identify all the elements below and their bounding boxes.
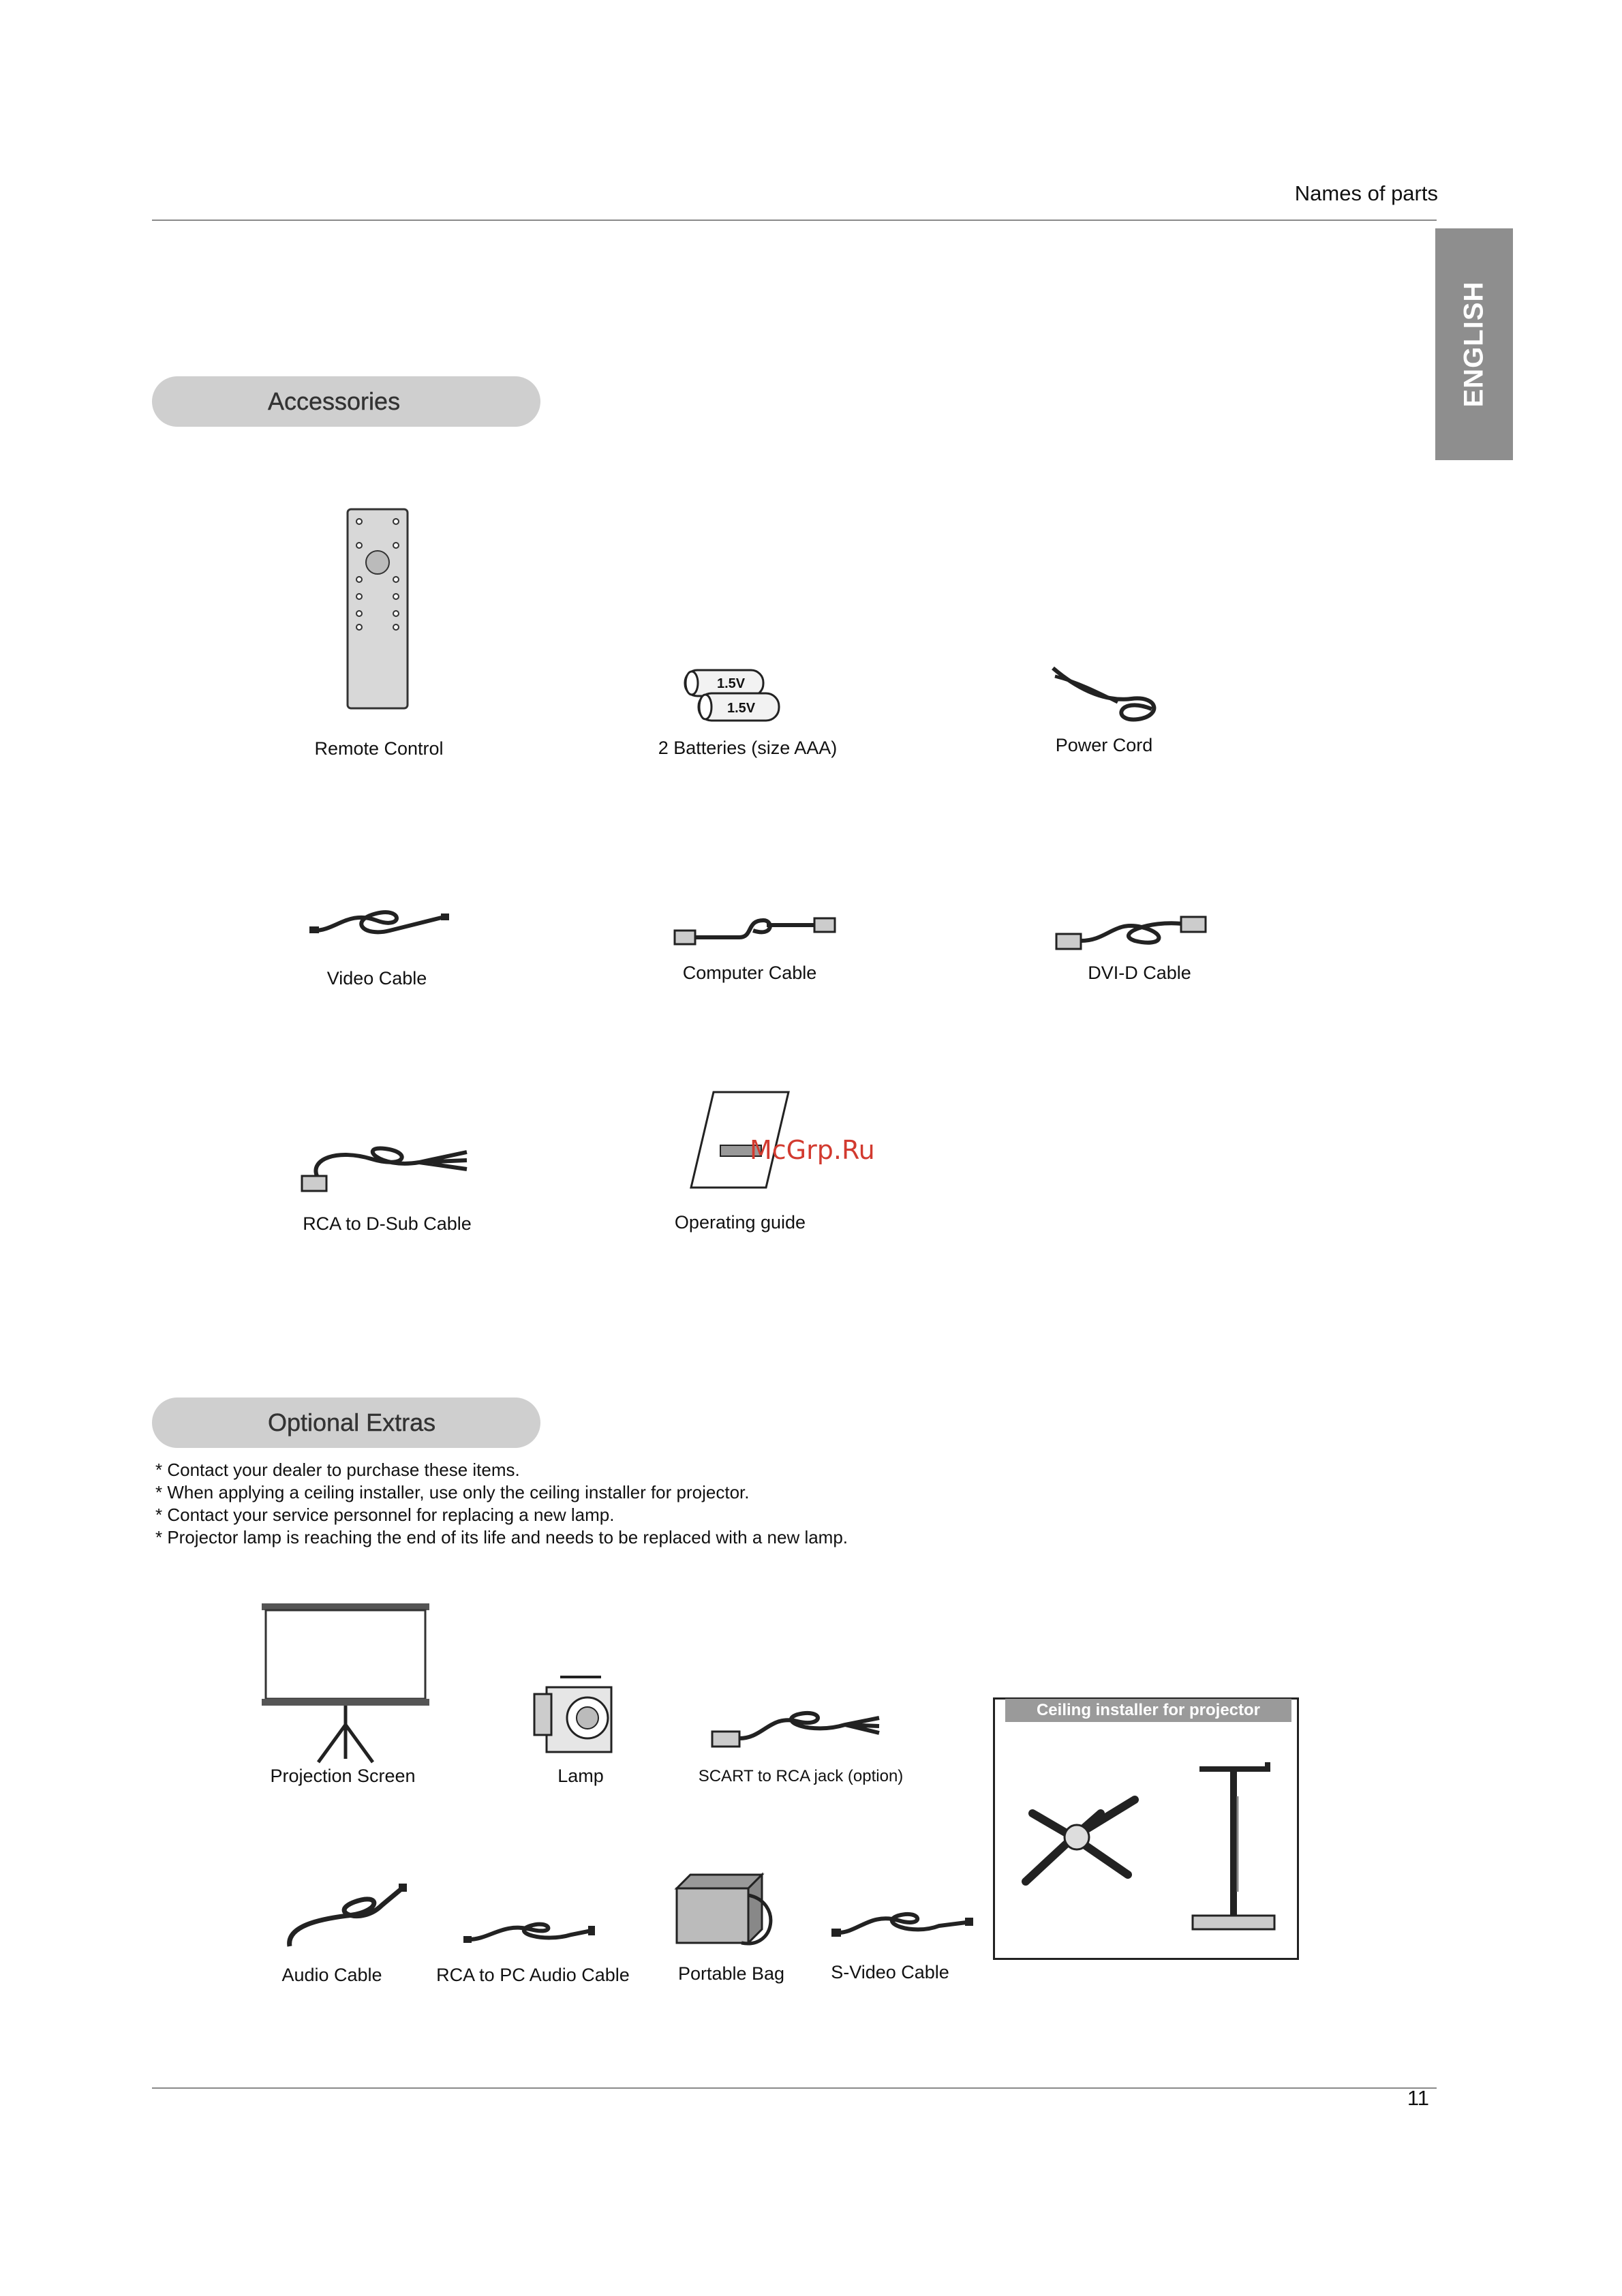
ceiling-mount-bracket-image — [1019, 1786, 1142, 1895]
remote-control-image — [344, 508, 412, 712]
caption-operating-guide: Operating guide — [674, 1212, 806, 1233]
power-cord-image — [1050, 661, 1165, 726]
optional-extras-heading-text: Optional Extras — [268, 1408, 436, 1436]
optional-notes — [155, 1459, 848, 1549]
ceiling-installer-label: Ceiling installer for projector — [1005, 1699, 1291, 1722]
caption-batteries: 2 Batteries (size AAA) — [658, 738, 838, 758]
caption-computer-cable: Computer Cable — [682, 963, 817, 983]
watermark-text: McGrp.Ru — [750, 1135, 875, 1165]
caption-power-cord: Power Cord — [1055, 735, 1153, 755]
battery-label-1: 1.5V — [717, 676, 746, 691]
caption-portable-bag: Portable Bag — [677, 1963, 785, 1984]
projection-screen-image — [260, 1602, 431, 1766]
note-line: * Contact your dealer to purchase these items. — [155, 1460, 520, 1480]
footer-rule — [152, 2087, 1437, 2089]
computer-cable-image — [671, 910, 842, 951]
caption-rca-pc-audio-cable: RCA to PC Audio Cable — [436, 1965, 630, 1985]
note-line: * Contact your service personnel for replacing a new lamp. — [155, 1505, 615, 1525]
page-header-title: Names of parts — [1294, 181, 1438, 205]
caption-video-cable: Video Cable — [326, 968, 427, 988]
battery-label-2: 1.5V — [727, 701, 756, 716]
ceiling-mount-pole-image — [1186, 1755, 1281, 1939]
caption-rca-dsub-cable: RCA to D-Sub Cable — [303, 1213, 472, 1234]
batteries-image — [678, 665, 787, 729]
rca-dsub-cable-image — [296, 1138, 477, 1196]
accessories-heading — [152, 376, 540, 427]
caption-dvi-cable: DVI-D Cable — [1088, 963, 1191, 983]
rca-pc-audio-cable-image — [462, 1916, 598, 1950]
dvi-cable-image — [1053, 910, 1210, 958]
portable-bag-image — [673, 1868, 779, 1953]
caption-projection-screen: Projection Screen — [270, 1766, 416, 1786]
caption-lamp: Lamp — [557, 1766, 604, 1786]
page-number: 11 — [1407, 2086, 1429, 2110]
s-video-cable-image — [830, 1905, 977, 1946]
note-line: * Projector lamp is reaching the end of its life and needs to be replaced with a new lamp. — [155, 1527, 848, 1547]
caption-scart-rca: SCART to RCA jack (option) — [698, 1767, 904, 1785]
caption-s-video-cable: S-Video Cable — [831, 1962, 949, 1982]
caption-audio-cable: Audio Cable — [281, 1965, 382, 1985]
accessories-heading-text: Accessories — [268, 387, 401, 415]
header-rule — [152, 220, 1437, 221]
audio-cable-image — [279, 1878, 409, 1957]
language-tab-label: ENGLISH — [1458, 281, 1489, 408]
note-line: * When applying a ceiling installer, use only the ceiling installer for projector. — [155, 1482, 750, 1502]
video-cable-image — [308, 903, 451, 944]
lamp-image — [533, 1674, 622, 1766]
scart-rca-cable-image — [709, 1704, 886, 1755]
caption-remote-control: Remote Control — [314, 738, 444, 759]
optional-extras-heading — [152, 1398, 540, 1448]
language-tab — [1435, 228, 1513, 460]
